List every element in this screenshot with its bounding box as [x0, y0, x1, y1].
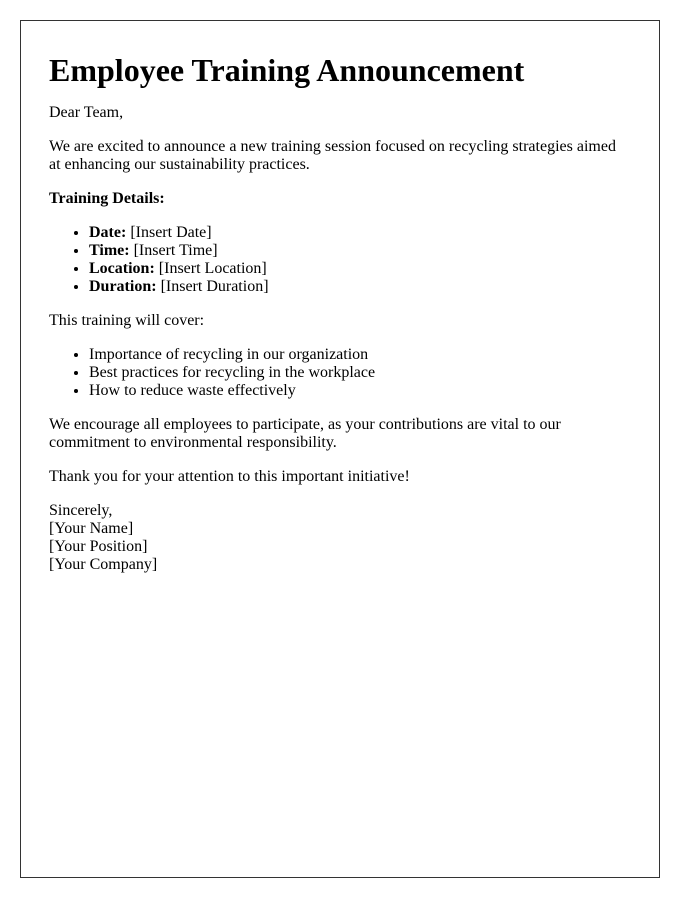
detail-label: Location:	[89, 260, 155, 277]
details-heading	[49, 190, 631, 208]
detail-value: [Insert Duration]	[156, 278, 269, 295]
detail-duration	[89, 278, 631, 296]
encouragement-paragraph: We encourage all employees to participate, as your contributions are vital to our commitment to environmental responsibility.	[49, 416, 561, 451]
signature-closing: Sincerely,	[49, 502, 113, 519]
greeting: Dear Team,	[49, 104, 124, 121]
topics-list	[49, 346, 631, 400]
thanks-paragraph: Thank you for your attention to this important initiative!	[49, 468, 410, 485]
letter-page	[20, 20, 660, 878]
intro-paragraph: We are excited to announce a new training session focused on recycling strategies aimed at enhancing our sustainability practices.	[49, 138, 616, 173]
detail-time	[89, 242, 631, 260]
signature-company: [Your Company]	[49, 556, 158, 573]
detail-location	[89, 260, 631, 278]
signature-name: [Your Name]	[49, 520, 134, 537]
detail-value: [Insert Date]	[126, 224, 212, 241]
cover-intro: This training will cover:	[49, 312, 205, 329]
topic-item: • How to reduce waste effectively	[89, 382, 631, 400]
signature-position: [Your Position]	[49, 538, 148, 555]
details-heading-text: Training Details:	[49, 190, 165, 207]
detail-date	[89, 224, 631, 242]
topic-item: • Best practices for recycling in the workplace	[89, 364, 631, 382]
topic-item: • Importance of recycling in our organization	[89, 346, 631, 364]
detail-label: Time:	[89, 242, 130, 259]
detail-label: Duration:	[89, 278, 157, 295]
details-list	[49, 224, 631, 296]
signature-block	[49, 502, 631, 574]
detail-label: Date:	[89, 224, 127, 241]
page-title: Employee Training Announcement	[49, 52, 525, 88]
detail-value: [Insert Location]	[154, 260, 267, 277]
detail-value: [Insert Time]	[129, 242, 218, 259]
